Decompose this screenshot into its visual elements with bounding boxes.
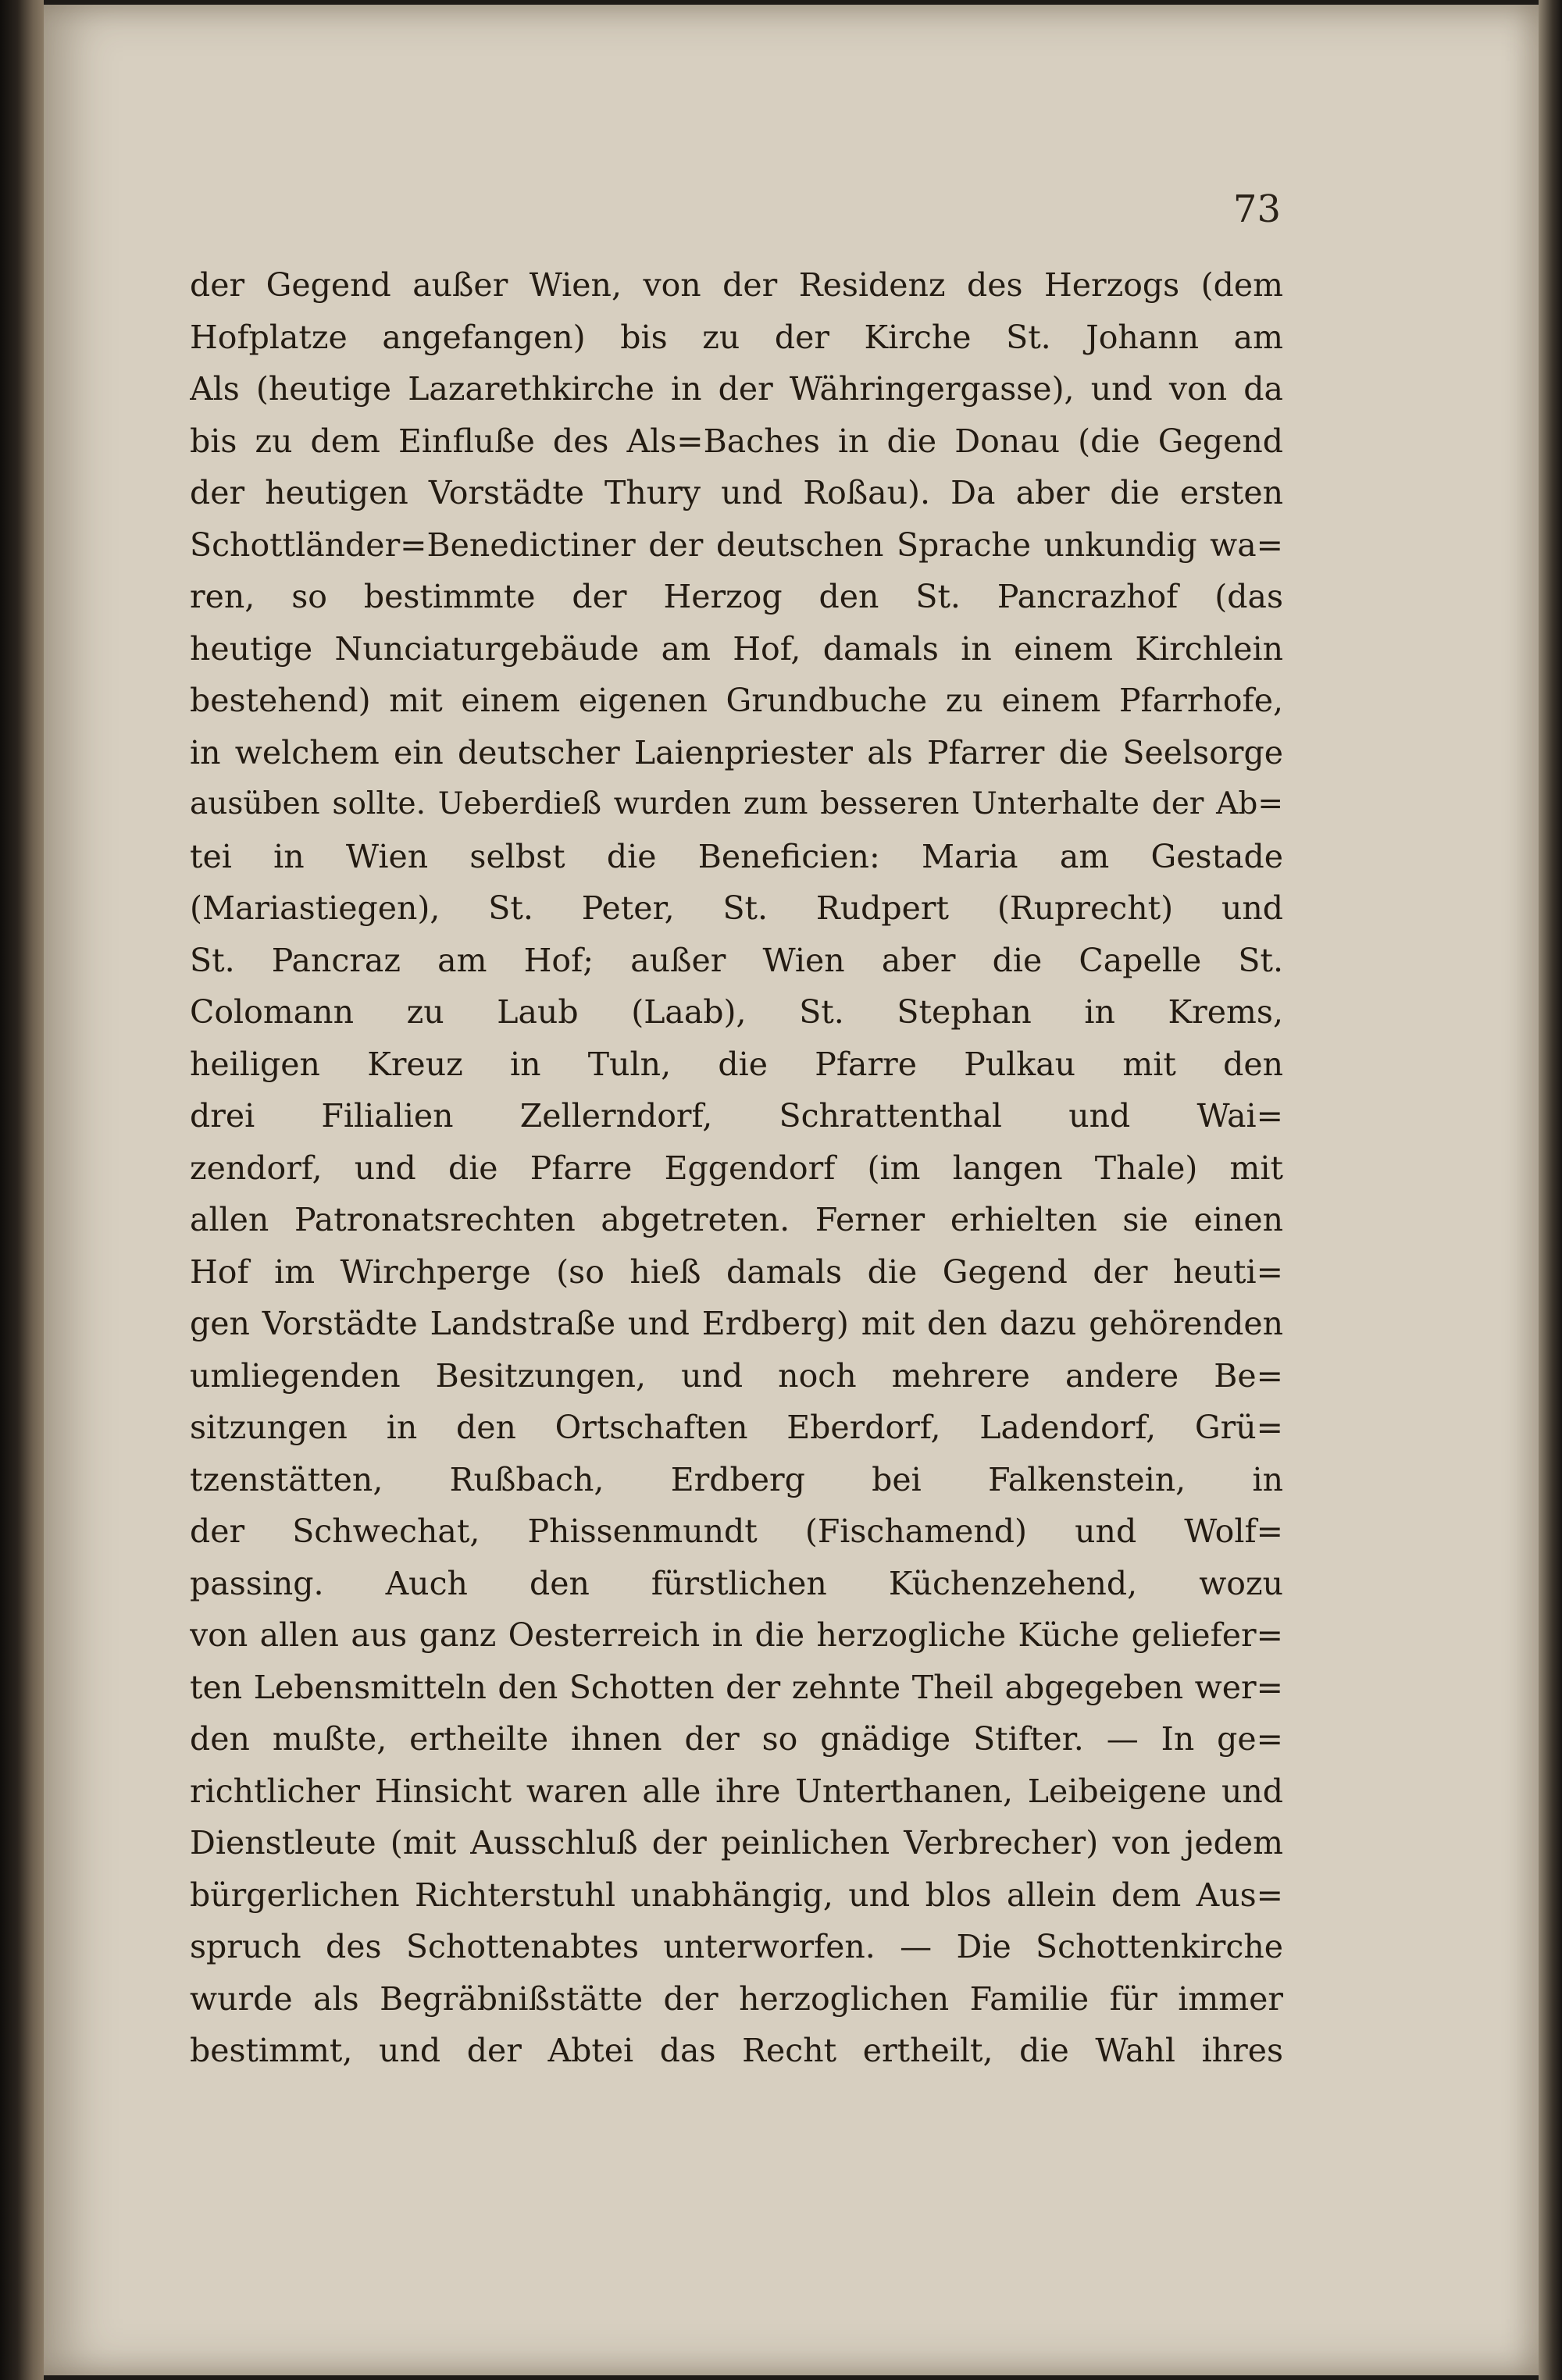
- text-line: von allen aus ganz Oesterreich in die herzogliche Küche geliefer=: [190, 1616, 1283, 1654]
- text-line: umliegenden Besitzungen, und noch mehrere andere Be=: [190, 1356, 1283, 1395]
- page-edge: [1539, 0, 1562, 2380]
- text-line: ausüben sollte. Ueberdieß wurden zum besseren Unterhalte der Ab=: [190, 786, 1283, 821]
- text-line: spruch des Schottenabtes unterworfen. — Die Schottenkirche: [190, 1928, 1283, 1965]
- text-line: bestehend) mit einem eigenen Grundbuche zu einem Pfarrhofe,: [190, 682, 1283, 719]
- text-line: zendorf, und die Pfarre Eggendorf (im langen Thale) mit: [190, 1149, 1283, 1187]
- text-line: St. Pancraz am Hof; außer Wien aber die Capelle St.: [190, 941, 1283, 979]
- text-line: richtlicher Hinsicht waren alle ihre Unterthanen, Leibeigene und: [190, 1772, 1283, 1810]
- text-line: tzenstätten, Rußbach, Erdberg bei Falkenstein, in: [190, 1460, 1283, 1498]
- text-line: in welchem ein deutscher Laienpriester als Pfarrer die Seelsorge: [190, 733, 1283, 771]
- page-number: 73: [1232, 187, 1281, 231]
- text-line: gen Vorstädte Landstraße und Erdberg) mit den dazu gehörenden: [190, 1305, 1283, 1342]
- text-line: bestimmt, und der Abtei das Recht ertheilt, die Wahl ihres: [190, 2032, 1283, 2069]
- body-text: [190, 259, 1283, 2077]
- text-line: der heutigen Vorstädte Thury und Roßau). Da aber die ersten: [190, 474, 1283, 511]
- text-line: Als (heutige Lazarethkirche in der Währingergasse), und von da: [190, 370, 1283, 408]
- text-line: Colomann zu Laub (Laab), St. Stephan in Krems,: [190, 993, 1283, 1031]
- text-line: tei in Wien selbst die Beneficien: Maria am Gestade: [190, 837, 1283, 875]
- text-line: der Gegend außer Wien, von der Residenz des Herzogs (dem: [190, 266, 1283, 304]
- text-line: ren, so bestimmte der Herzog den St. Pancrazhof (das: [190, 578, 1283, 615]
- text-line: Dienstleute (mit Ausschluß der peinlichen Verbrecher) von jedem: [190, 1824, 1283, 1862]
- text-line: Schottländer=Benedictiner der deutschen Sprache unkundig wa=: [190, 526, 1283, 564]
- text-line: passing. Auch den fürstlichen Küchenzehend, wozu: [190, 1564, 1283, 1602]
- text-line: Hofplatze angefangen) bis zu der Kirche St. Johann am: [190, 318, 1283, 356]
- text-line: bis zu dem Einfluße des Als=Baches in die Donau (die Gegend: [190, 422, 1283, 460]
- text-line: der Schwechat, Phissenmundt (Fischamend) und Wolf=: [190, 1512, 1283, 1550]
- text-line: heutige Nunciaturgebäude am Hof, damals in einem Kirchlein: [190, 629, 1283, 668]
- text-line: sitzungen in den Ortschaften Eberdorf, Ladendorf, Grü=: [190, 1409, 1283, 1446]
- text-line: drei Filialien Zellerndorf, Schrattenthal und Wai=: [190, 1097, 1283, 1135]
- book-gutter: [0, 0, 44, 2380]
- text-line: (Mariastiegen), St. Peter, St. Rudpert (Ruprecht) und: [190, 889, 1283, 927]
- text-line: heiligen Kreuz in Tuln, die Pfarre Pulkau mit den: [190, 1045, 1283, 1083]
- text-line: Hof im Wirchperge (so hieß damals die Gegend der heuti=: [190, 1252, 1283, 1291]
- text-line: allen Patronatsrechten abgetreten. Ferner erhielten sie einen: [190, 1201, 1283, 1238]
- text-line: bürgerlichen Richterstuhl unabhängig, und blos allein dem Aus=: [190, 1876, 1283, 1914]
- text-line: ten Lebensmitteln den Schotten der zehnte Theil abgegeben wer=: [190, 1668, 1283, 1706]
- text-line: wurde als Begräbnißstätte der herzoglichen Familie für immer: [190, 1979, 1283, 2018]
- text-line: den mußte, ertheilte ihnen der so gnädige Stifter. — In ge=: [190, 1720, 1283, 1758]
